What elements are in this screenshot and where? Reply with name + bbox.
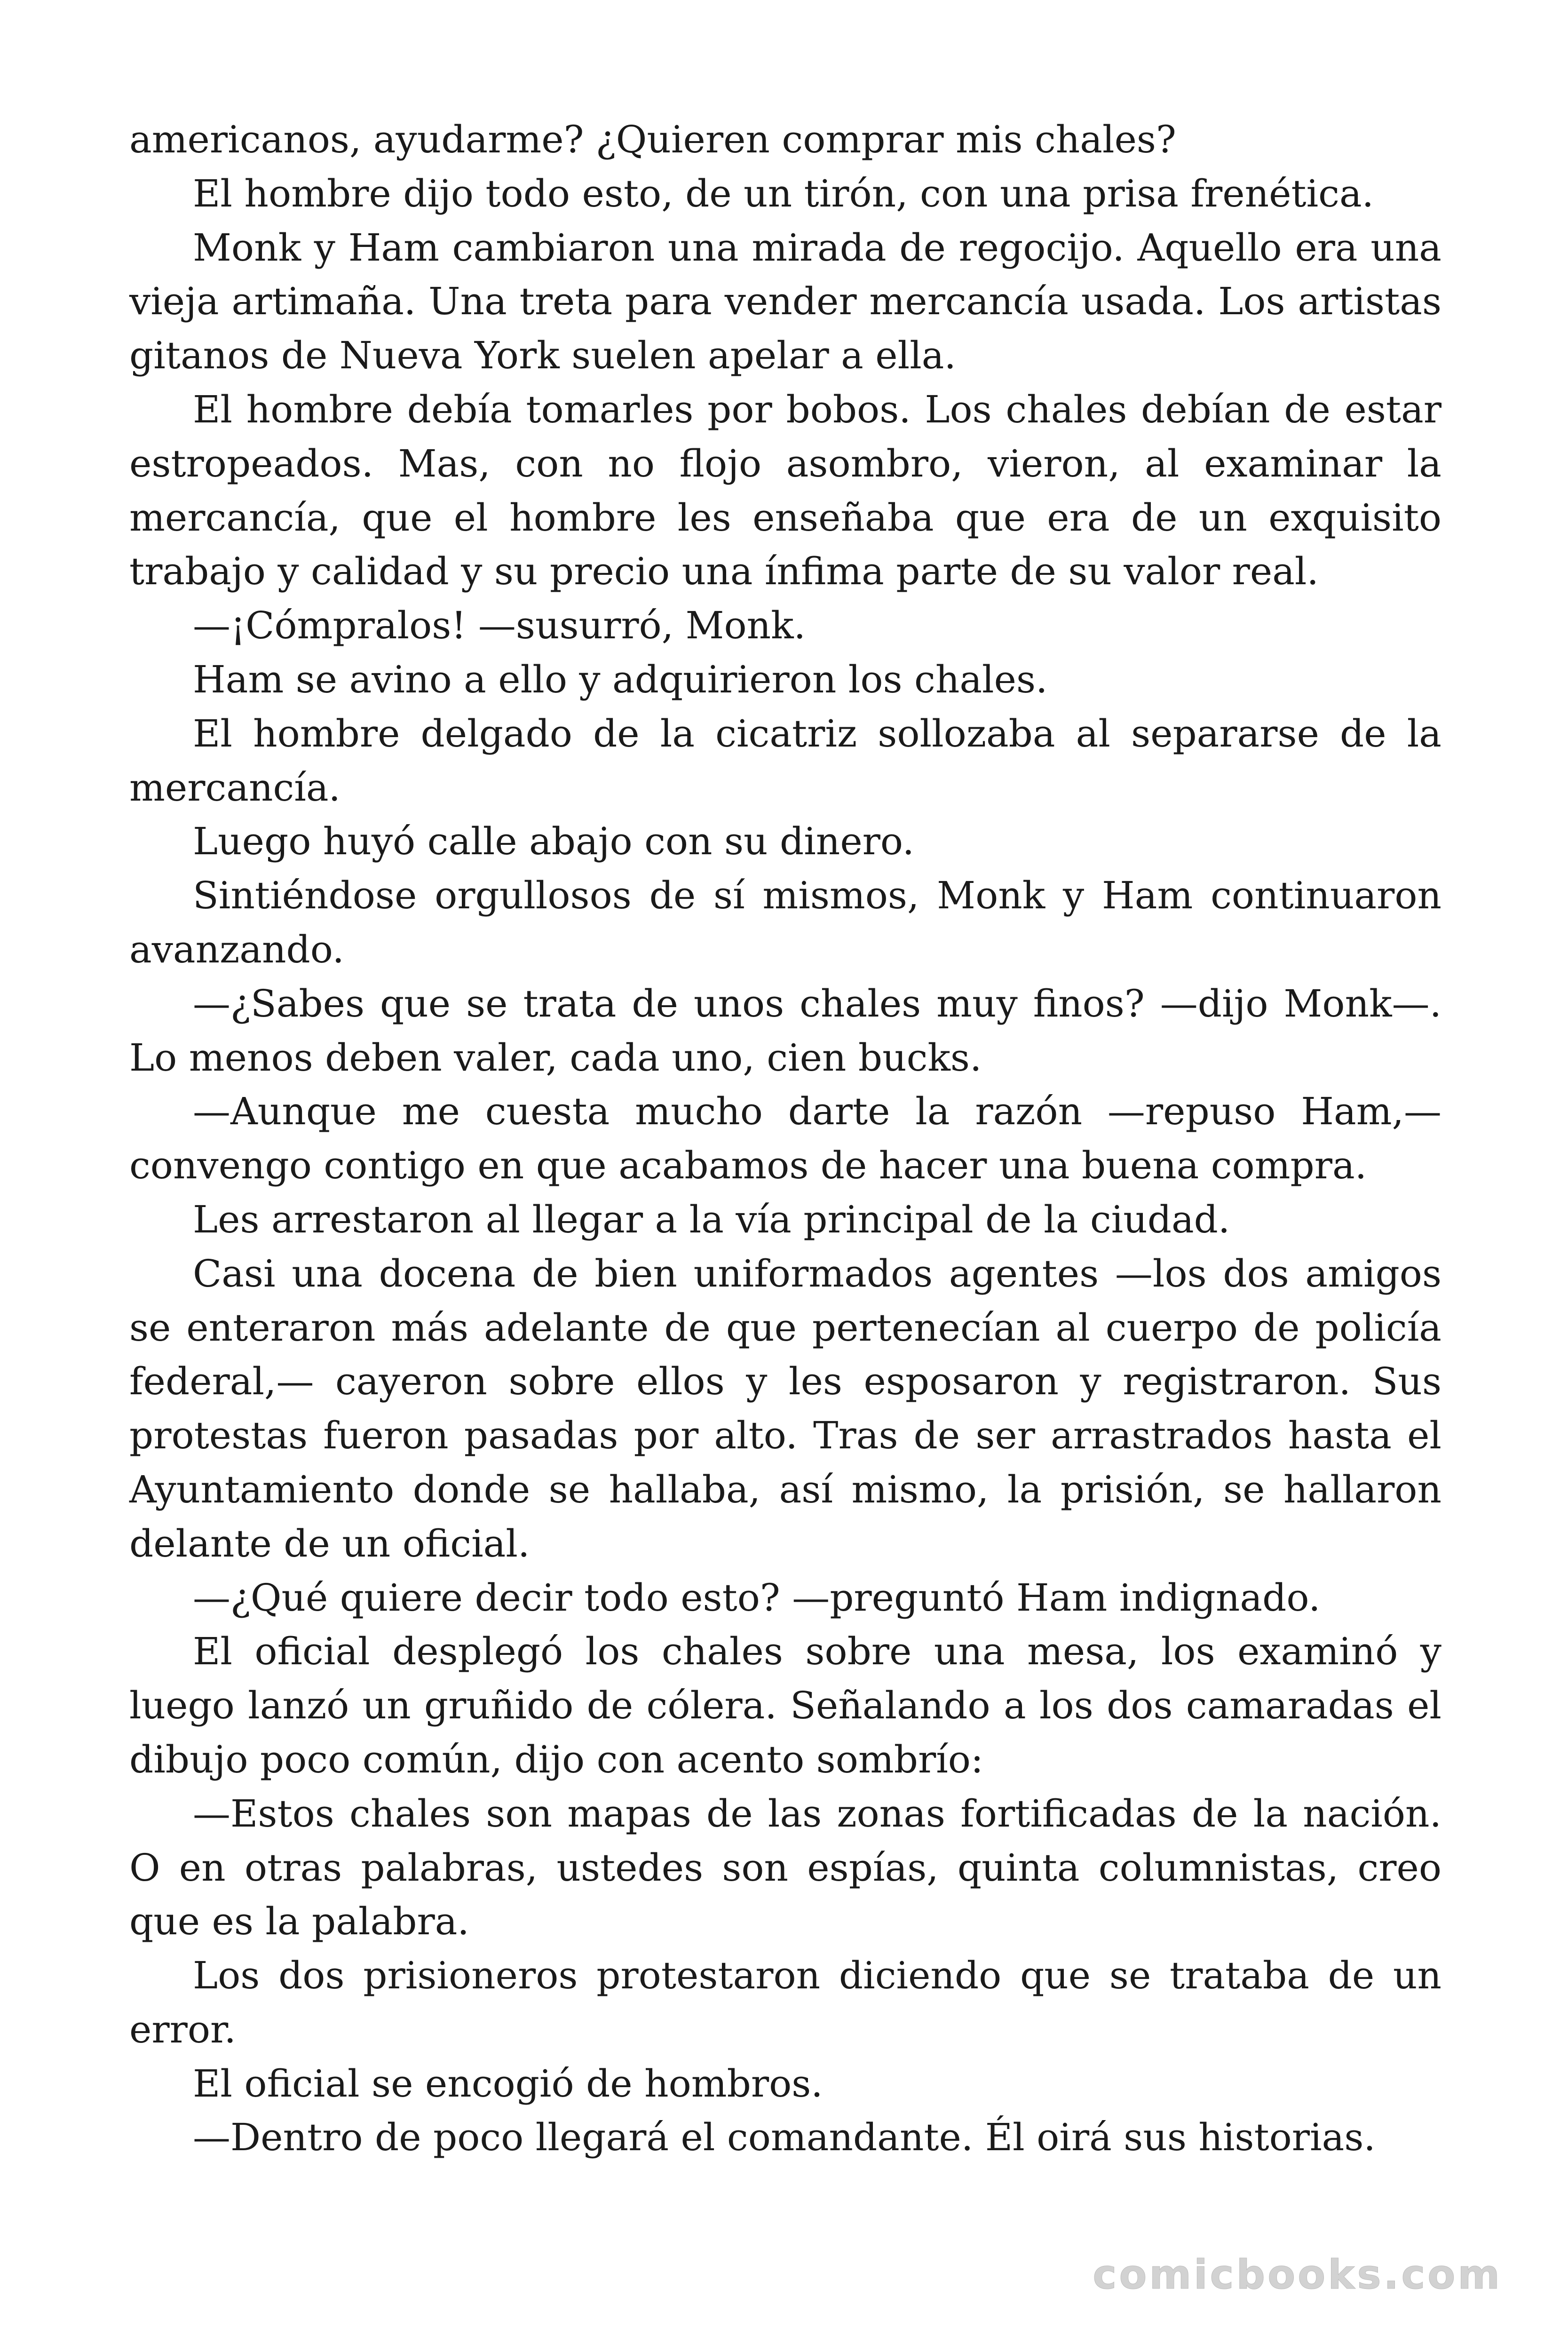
dialogue-paragraph: —¡Cómpralos! —susurró, Monk. (193, 604, 806, 648)
body-text (129, 113, 1441, 2165)
paragraph: Monk y Ham cambiaron una mirada de regocijo. Aquello era una vieja artimaña. Una treta para vender mercancía usada. Los artistas gitanos de Nueva York suelen apelar a ella. (129, 225, 1441, 378)
paragraph: Luego huyó calle abajo con su dinero. (193, 819, 915, 864)
paragraph: Los dos prisioneros protestaron diciendo que se trataba de un error. (129, 1954, 1441, 2051)
dialogue-paragraph: —Aunque me cuesta mucho darte la razón —repuso Ham,— convengo contigo en que acabamos de hacer una buena compra. (129, 1089, 1441, 1188)
dialogue-paragraph: —Estos chales son mapas de las zonas fortificadas de la nación. O en otras palabras, ustedes son espías, quinta columnistas, creo que es la palabra. (129, 1791, 1441, 1944)
paragraph: El oficial desplegó los chales sobre una mesa, los examinó y luego lanzó un gruñido de cólera. Señalando a los dos camaradas el dibujo poco común, dijo con acento sombrío: (129, 1629, 1441, 1781)
dialogue-paragraph: —Dentro de poco llegará el comandante. Él oirá sus historias. (193, 2115, 1376, 2160)
dialogue-paragraph: —¿Sabes que se trata de unos chales muy finos? —dijo Monk—. Lo menos deben valer, cada uno, cien bucks. (129, 981, 1441, 1080)
paragraph: Sintiéndose orgullosos de sí mismos, Monk y Ham continuaron avanzando. (129, 874, 1441, 971)
paragraph: Casi una docena de bien uniformados agentes —los dos amigos se enteraron más adelante de que pertenecían al cuerpo de policía federal,— cayeron sobre ellos y les esposaron y registraron. Sus protestas fueron pasadas por alto. Tras de ser arrastrados hasta el Ayuntamiento donde se hallaba, así mismo, la prisión, se hallaron delante de un oficial. (129, 1251, 1441, 1565)
paragraph: Les arrestaron al llegar a la vía principal de la ciudad. (193, 1197, 1230, 1241)
paragraph: El hombre delgado de la cicatriz sollozaba al separarse de la mercancía. (129, 711, 1441, 810)
paragraph: El hombre debía tomarles por bobos. Los chales debían de estar estropeados. Mas, con no flojo asombro, vieron, al examinar la mercancía, que el hombre les enseñaba que era de un exquisito trabajo y calidad y su precio una ínfima parte de su valor real. (129, 387, 1441, 594)
dialogue-paragraph: —¿Qué quiere decir todo esto? —preguntó Ham indignado. (193, 1575, 1321, 1620)
paragraph: El oficial se encogió de hombros. (193, 2061, 823, 2106)
paragraph: Ham se avino a ello y adquirieron los chales. (193, 657, 1048, 701)
paragraph: El hombre dijo todo esto, de un tirón, con una prisa frenética. (193, 171, 1374, 215)
watermark-logo: comicbooks.com (1093, 2251, 1502, 2298)
paragraph-continuation: americanos, ayudarme? ¿Quieren comprar mis chales? (129, 118, 1176, 161)
